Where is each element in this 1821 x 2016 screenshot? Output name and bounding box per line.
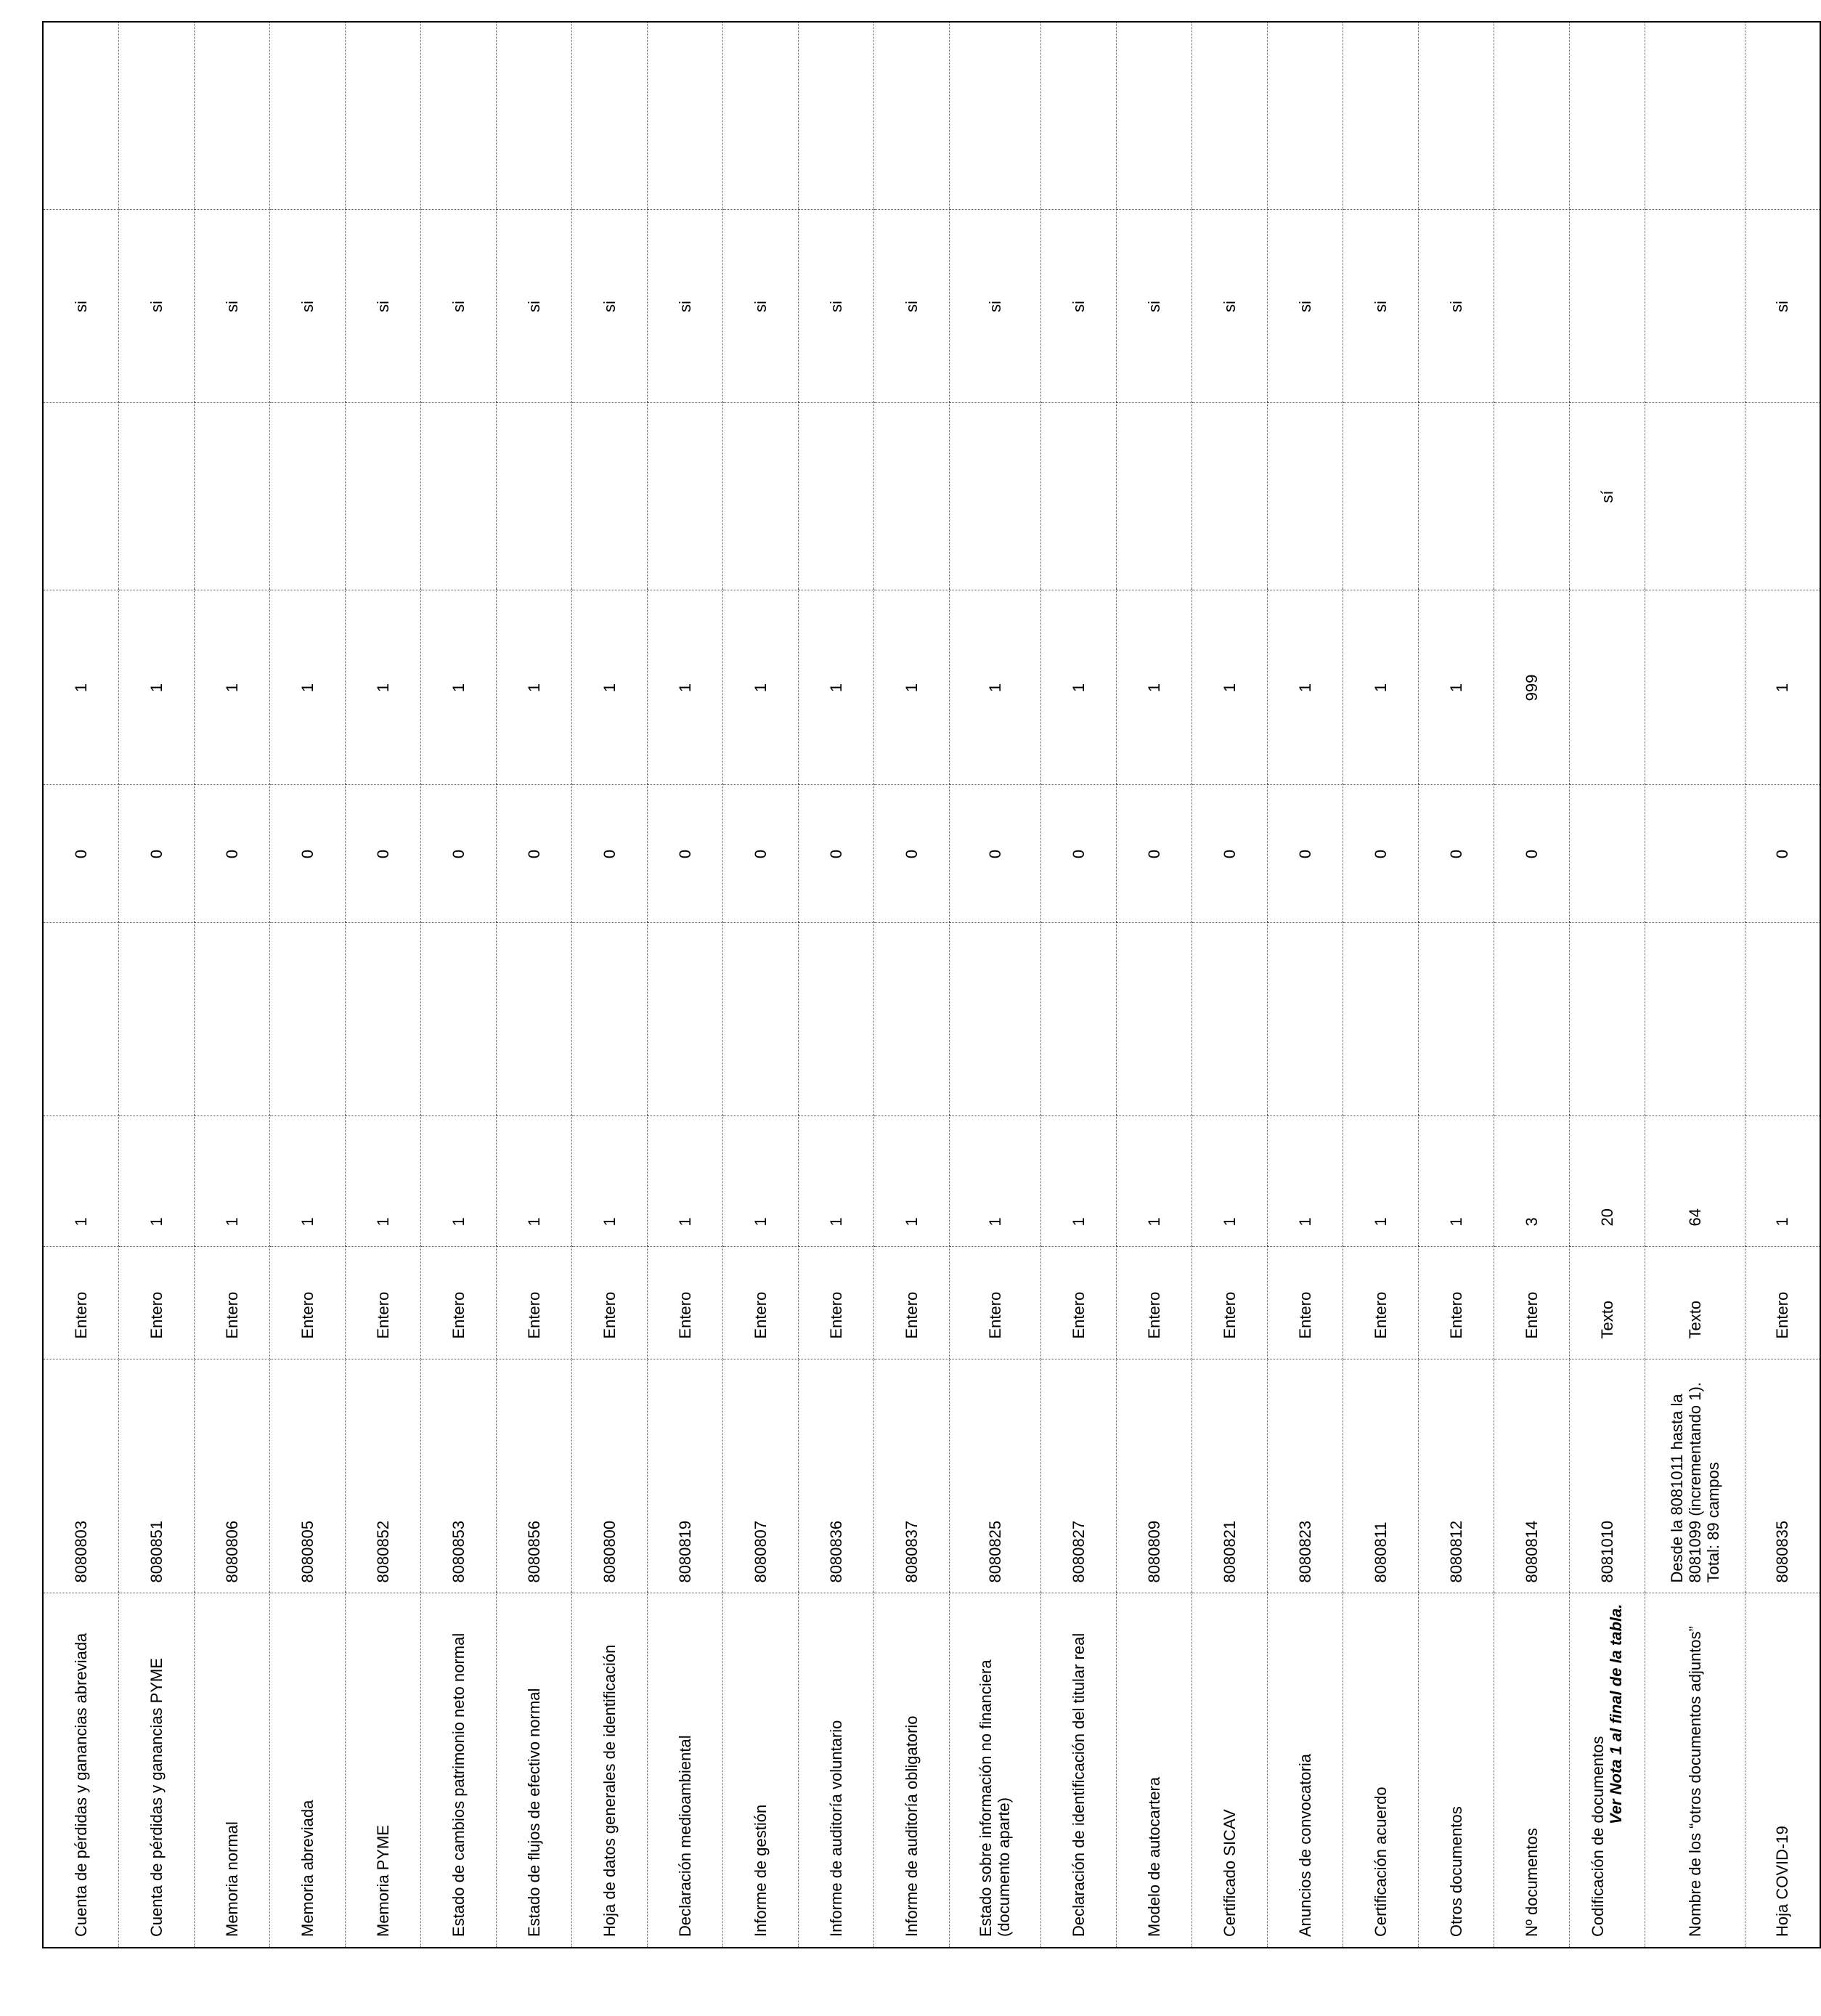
type-cell: Entero <box>118 1247 194 1359</box>
min-value-cell: 0 <box>722 785 798 923</box>
max-value-cell: 1 <box>949 590 1040 785</box>
type-cell: Entero <box>1191 1247 1267 1359</box>
repeat-cell: si <box>571 210 647 403</box>
length-cell: 1 <box>43 1116 118 1247</box>
decimals-cell <box>194 923 269 1116</box>
table-row <box>1745 22 1820 1948</box>
blank-cell <box>1745 22 1820 210</box>
repeat-cell: si <box>43 210 118 403</box>
min-value-cell: 0 <box>43 785 118 923</box>
max-value-cell: 1 <box>496 590 571 785</box>
length-cell: 1 <box>420 1116 496 1247</box>
table-row <box>1645 22 1745 1948</box>
max-value-cell <box>1645 590 1745 785</box>
max-value-cell: 999 <box>1494 590 1569 785</box>
type-cell: Entero <box>496 1247 571 1359</box>
decimals-cell <box>43 923 118 1116</box>
length-cell: 1 <box>269 1116 345 1247</box>
table-row <box>1267 22 1343 1948</box>
type-cell: Entero <box>1494 1247 1569 1359</box>
repeat-cell: si <box>949 210 1040 403</box>
code-cell: 8080852 <box>345 1359 420 1593</box>
blank-cell <box>798 22 873 210</box>
description-cell: Memoria normal <box>194 1593 269 1948</box>
max-value-cell: 1 <box>345 590 420 785</box>
max-value-cell: 1 <box>43 590 118 785</box>
table-body <box>43 22 1820 1948</box>
length-cell: 1 <box>571 1116 647 1247</box>
note-reference: Ver Nota 1 al final de la tabla. <box>1607 1604 1625 1825</box>
code-cell: 8080837 <box>873 1359 949 1593</box>
blank-cell <box>722 22 798 210</box>
table-row <box>647 22 722 1948</box>
length-cell: 3 <box>1494 1116 1569 1247</box>
length-cell: 1 <box>1116 1116 1191 1247</box>
mandatory-cell <box>1645 403 1745 590</box>
mandatory-cell <box>194 403 269 590</box>
length-cell: 1 <box>647 1116 722 1247</box>
mandatory-cell <box>43 403 118 590</box>
blank-cell <box>949 22 1040 210</box>
table-row <box>1116 22 1191 1948</box>
max-value-cell: 1 <box>1191 590 1267 785</box>
type-cell: Entero <box>949 1247 1040 1359</box>
repeat-cell: si <box>1116 210 1191 403</box>
min-value-cell: 0 <box>1343 785 1418 923</box>
length-cell: 64 <box>1645 1116 1745 1247</box>
min-value-cell: 0 <box>420 785 496 923</box>
type-cell: Entero <box>647 1247 722 1359</box>
mandatory-cell <box>118 403 194 590</box>
table-row <box>1040 22 1116 1948</box>
type-cell: Entero <box>269 1247 345 1359</box>
table-row <box>873 22 949 1948</box>
description-cell: Declaración de identificación del titular real <box>1040 1593 1116 1948</box>
mandatory-cell <box>571 403 647 590</box>
min-value-cell: 0 <box>1191 785 1267 923</box>
table-row <box>949 22 1040 1948</box>
decimals-cell <box>269 923 345 1116</box>
code-cell: 8080806 <box>194 1359 269 1593</box>
blank-cell <box>1418 22 1494 210</box>
code-cell: 8080851 <box>118 1359 194 1593</box>
description-cell: Informe de auditoría obligatorio <box>873 1593 949 1948</box>
min-value-cell: 0 <box>949 785 1040 923</box>
repeat-cell <box>1494 210 1569 403</box>
blank-cell <box>1343 22 1418 210</box>
code-cell: 8080809 <box>1116 1359 1191 1593</box>
mandatory-cell <box>420 403 496 590</box>
code-cell: 8080836 <box>798 1359 873 1593</box>
table-row <box>1569 22 1645 1948</box>
description-cell: Hoja COVID-19 <box>1745 1593 1820 1948</box>
code-cell: 8080825 <box>949 1359 1040 1593</box>
blank-cell <box>571 22 647 210</box>
decimals-cell <box>798 923 873 1116</box>
type-cell: Texto <box>1569 1247 1645 1359</box>
blank-cell <box>194 22 269 210</box>
decimals-cell <box>1569 923 1645 1116</box>
type-cell: Texto <box>1645 1247 1745 1359</box>
type-cell: Entero <box>1116 1247 1191 1359</box>
min-value-cell: 0 <box>1745 785 1820 923</box>
decimals-cell <box>949 923 1040 1116</box>
code-cell: 8080827 <box>1040 1359 1116 1593</box>
repeat-cell: si <box>269 210 345 403</box>
repeat-cell: si <box>345 210 420 403</box>
type-cell: Entero <box>873 1247 949 1359</box>
blank-cell <box>873 22 949 210</box>
description-cell: Estado sobre información no financiera (documento aparte) <box>949 1593 1040 1948</box>
decimals-cell <box>722 923 798 1116</box>
min-value-cell: 0 <box>1494 785 1569 923</box>
decimals-cell <box>1494 923 1569 1116</box>
decimals-cell <box>496 923 571 1116</box>
code-cell: 8080805 <box>269 1359 345 1593</box>
code-cell: 8080814 <box>1494 1359 1569 1593</box>
length-cell: 1 <box>949 1116 1040 1247</box>
max-value-cell: 1 <box>194 590 269 785</box>
table-row <box>496 22 571 1948</box>
table-row <box>1343 22 1418 1948</box>
max-value-cell: 1 <box>647 590 722 785</box>
mandatory-cell <box>798 403 873 590</box>
decimals-cell <box>647 923 722 1116</box>
mandatory-cell <box>496 403 571 590</box>
code-cell: 8080812 <box>1418 1359 1494 1593</box>
table-row <box>420 22 496 1948</box>
type-cell: Entero <box>194 1247 269 1359</box>
type-cell: Entero <box>420 1247 496 1359</box>
length-cell: 1 <box>345 1116 420 1247</box>
max-value-cell: 1 <box>873 590 949 785</box>
mandatory-cell <box>949 403 1040 590</box>
min-value-cell <box>1569 785 1645 923</box>
blank-cell <box>420 22 496 210</box>
table-row <box>345 22 420 1948</box>
blank-cell <box>1040 22 1116 210</box>
description-cell: Nombre de los “otros documentos adjuntos” <box>1645 1593 1745 1948</box>
table-row <box>43 22 118 1948</box>
repeat-cell: si <box>1745 210 1820 403</box>
length-cell: 1 <box>194 1116 269 1247</box>
decimals-cell <box>1191 923 1267 1116</box>
decimals-cell <box>1267 923 1343 1116</box>
length-cell: 1 <box>1191 1116 1267 1247</box>
code-cell: 8080803 <box>43 1359 118 1593</box>
repeat-cell: si <box>420 210 496 403</box>
blank-cell <box>1267 22 1343 210</box>
mandatory-cell <box>1343 403 1418 590</box>
description-cell: Declaración medioambiental <box>647 1593 722 1948</box>
description-cell: Modelo de autocartera <box>1116 1593 1191 1948</box>
length-cell: 1 <box>1267 1116 1343 1247</box>
description-cell: Estado de flujos de efectivo normal <box>496 1593 571 1948</box>
description-cell: Estado de cambios patrimonio neto normal <box>420 1593 496 1948</box>
table-row <box>118 22 194 1948</box>
max-value-cell: 1 <box>1418 590 1494 785</box>
code-cell: 8080853 <box>420 1359 496 1593</box>
mandatory-cell <box>873 403 949 590</box>
decimals-cell <box>1343 923 1418 1116</box>
min-value-cell: 0 <box>194 785 269 923</box>
description-cell: Certificado SICAV <box>1191 1593 1267 1948</box>
blank-cell <box>1645 22 1745 210</box>
min-value-cell: 0 <box>345 785 420 923</box>
code-cell: 8080821 <box>1191 1359 1267 1593</box>
repeat-cell: si <box>1191 210 1267 403</box>
type-cell: Entero <box>571 1247 647 1359</box>
mandatory-cell <box>1116 403 1191 590</box>
min-value-cell: 0 <box>1116 785 1191 923</box>
length-cell: 1 <box>1745 1116 1820 1247</box>
repeat-cell: si <box>496 210 571 403</box>
description-cell: Informe de auditoría voluntario <box>798 1593 873 1948</box>
blank-cell <box>496 22 571 210</box>
table-row <box>1418 22 1494 1948</box>
length-cell: 1 <box>1418 1116 1494 1247</box>
decimals-cell <box>420 923 496 1116</box>
field-definition-table <box>42 21 1821 1948</box>
mandatory-cell <box>1745 403 1820 590</box>
length-cell: 1 <box>798 1116 873 1247</box>
decimals-cell <box>571 923 647 1116</box>
blank-cell <box>1569 22 1645 210</box>
max-value-cell: 1 <box>1040 590 1116 785</box>
repeat-cell: si <box>873 210 949 403</box>
code-cell: 8080811 <box>1343 1359 1418 1593</box>
mandatory-cell: sí <box>1569 403 1645 590</box>
max-value-cell: 1 <box>1745 590 1820 785</box>
type-cell: Entero <box>1418 1247 1494 1359</box>
min-value-cell: 0 <box>1418 785 1494 923</box>
code-cell: 8080807 <box>722 1359 798 1593</box>
min-value-cell: 0 <box>1267 785 1343 923</box>
mandatory-cell <box>1191 403 1267 590</box>
min-value-cell: 0 <box>1040 785 1116 923</box>
table-row <box>1494 22 1569 1948</box>
description-cell: Otros documentos <box>1418 1593 1494 1948</box>
description-cell <box>1569 1593 1645 1948</box>
min-value-cell: 0 <box>496 785 571 923</box>
type-cell: Entero <box>345 1247 420 1359</box>
table-row <box>798 22 873 1948</box>
code-cell: 8080800 <box>571 1359 647 1593</box>
description-text: Codificación de documentos <box>1589 1736 1607 1937</box>
max-value-cell: 1 <box>118 590 194 785</box>
repeat-cell: si <box>647 210 722 403</box>
description-cell: Memoria abreviada <box>269 1593 345 1948</box>
type-cell: Entero <box>1040 1247 1116 1359</box>
description-cell: Hoja de datos generales de identificación <box>571 1593 647 1948</box>
repeat-cell: si <box>1343 210 1418 403</box>
min-value-cell: 0 <box>118 785 194 923</box>
type-cell: Entero <box>43 1247 118 1359</box>
decimals-cell <box>1645 923 1745 1116</box>
repeat-cell: si <box>1418 210 1494 403</box>
blank-cell <box>1191 22 1267 210</box>
max-value-cell: 1 <box>798 590 873 785</box>
mandatory-cell <box>647 403 722 590</box>
mandatory-cell <box>345 403 420 590</box>
mandatory-cell <box>1267 403 1343 590</box>
mandatory-cell <box>722 403 798 590</box>
length-cell: 1 <box>118 1116 194 1247</box>
max-value-cell: 1 <box>269 590 345 785</box>
description-cell: Informe de gestión <box>722 1593 798 1948</box>
description-cell: Anuncios de convocatoria <box>1267 1593 1343 1948</box>
decimals-cell <box>1418 923 1494 1116</box>
blank-cell <box>647 22 722 210</box>
description-cell: Memoria PYME <box>345 1593 420 1948</box>
blank-cell <box>1116 22 1191 210</box>
mandatory-cell <box>1494 403 1569 590</box>
code-cell: 8080856 <box>496 1359 571 1593</box>
repeat-cell: si <box>118 210 194 403</box>
code-cell: 8081010 <box>1569 1359 1645 1593</box>
repeat-cell: si <box>1267 210 1343 403</box>
code-cell: 8080823 <box>1267 1359 1343 1593</box>
repeat-cell: si <box>798 210 873 403</box>
decimals-cell <box>1040 923 1116 1116</box>
decimals-cell <box>873 923 949 1116</box>
max-value-cell: 1 <box>571 590 647 785</box>
decimals-cell <box>345 923 420 1116</box>
mandatory-cell <box>1040 403 1116 590</box>
code-cell: Desde la 8081011 hasta la 8081099 (incrementando 1). Total: 89 campos <box>1645 1359 1745 1593</box>
blank-cell <box>43 22 118 210</box>
length-cell: 1 <box>1040 1116 1116 1247</box>
code-cell: 8080835 <box>1745 1359 1820 1593</box>
min-value-cell <box>1645 785 1745 923</box>
max-value-cell: 1 <box>1267 590 1343 785</box>
length-cell: 1 <box>496 1116 571 1247</box>
table-row <box>269 22 345 1948</box>
min-value-cell: 0 <box>873 785 949 923</box>
max-value-cell <box>1569 590 1645 785</box>
blank-cell <box>1494 22 1569 210</box>
decimals-cell <box>1745 923 1820 1116</box>
min-value-cell: 0 <box>798 785 873 923</box>
code-cell: 8080819 <box>647 1359 722 1593</box>
description-cell: Cuenta de pérdidas y ganancias abreviada <box>43 1593 118 1948</box>
repeat-cell <box>1569 210 1645 403</box>
length-cell: 1 <box>1343 1116 1418 1247</box>
min-value-cell: 0 <box>269 785 345 923</box>
blank-cell <box>345 22 420 210</box>
table-row <box>1191 22 1267 1948</box>
blank-cell <box>118 22 194 210</box>
length-cell: 20 <box>1569 1116 1645 1247</box>
decimals-cell <box>118 923 194 1116</box>
length-cell: 1 <box>722 1116 798 1247</box>
mandatory-cell <box>269 403 345 590</box>
table-row <box>571 22 647 1948</box>
repeat-cell: si <box>722 210 798 403</box>
description-cell: Certificación acuerdo <box>1343 1593 1418 1948</box>
type-cell: Entero <box>798 1247 873 1359</box>
repeat-cell: si <box>194 210 269 403</box>
length-cell: 1 <box>873 1116 949 1247</box>
type-cell: Entero <box>1343 1247 1418 1359</box>
max-value-cell: 1 <box>420 590 496 785</box>
table-row <box>722 22 798 1948</box>
description-cell: Cuenta de pérdidas y ganancias PYME <box>118 1593 194 1948</box>
decimals-cell <box>1116 923 1191 1116</box>
mandatory-cell <box>1418 403 1494 590</box>
max-value-cell: 1 <box>1343 590 1418 785</box>
type-cell: Entero <box>722 1247 798 1359</box>
repeat-cell <box>1645 210 1745 403</box>
max-value-cell: 1 <box>722 590 798 785</box>
description-cell: Nº documentos <box>1494 1593 1569 1948</box>
min-value-cell: 0 <box>647 785 722 923</box>
max-value-cell: 1 <box>1116 590 1191 785</box>
blank-cell <box>269 22 345 210</box>
type-cell: Entero <box>1267 1247 1343 1359</box>
table-row <box>194 22 269 1948</box>
type-cell: Entero <box>1745 1247 1820 1359</box>
repeat-cell: si <box>1040 210 1116 403</box>
min-value-cell: 0 <box>571 785 647 923</box>
